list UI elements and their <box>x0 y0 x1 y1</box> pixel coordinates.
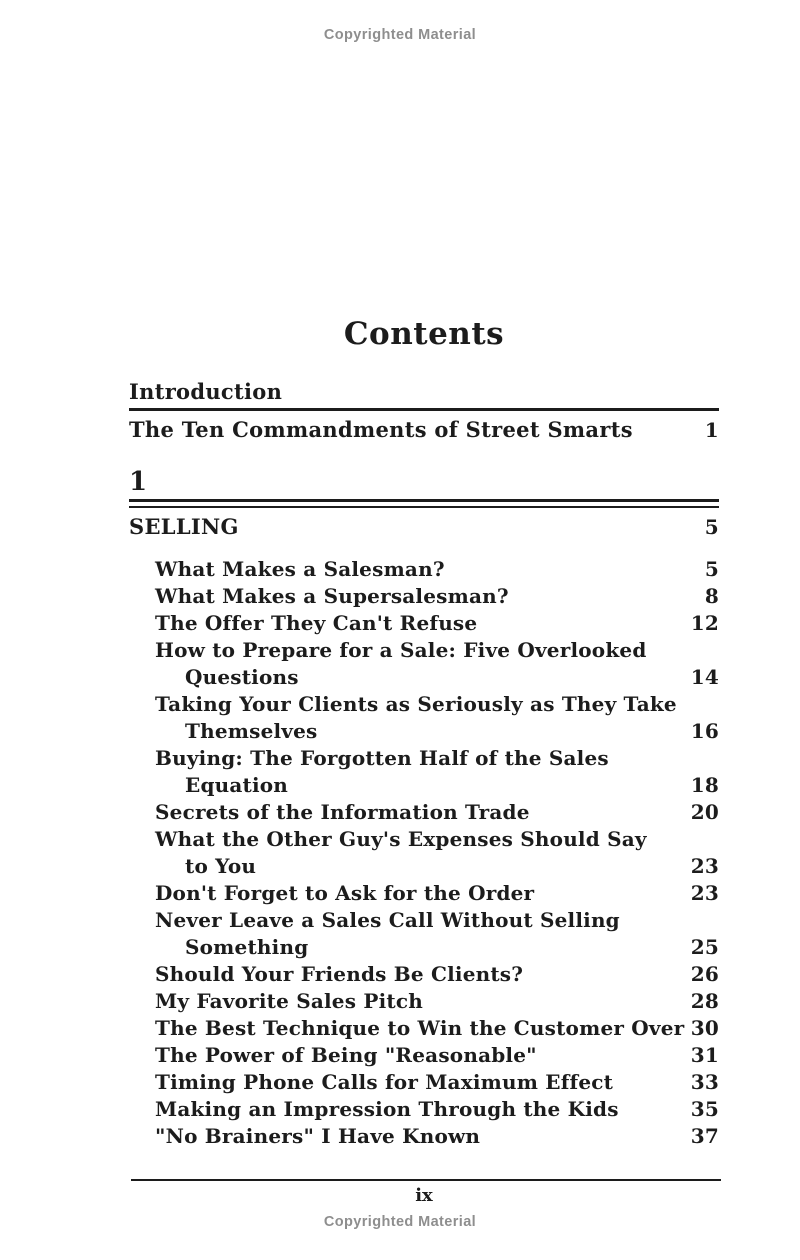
toc-section <box>129 467 719 1150</box>
entry-title: How to Prepare for a Sale: Five Overlooked <box>155 638 647 662</box>
entry-title: Secrets of the Information Trade <box>155 800 530 824</box>
table-of-contents <box>129 378 719 1150</box>
toc-entry-line <box>155 1096 719 1123</box>
toc-entry-line <box>155 826 719 853</box>
entry-title: Themselves <box>185 719 318 743</box>
toc-entry-line <box>155 556 719 583</box>
section-heading: SELLING <box>129 514 239 539</box>
entry-title: Should Your Friends Be Clients? <box>155 962 524 986</box>
toc-entry-line <box>155 1015 719 1042</box>
entry-title: The Best Technique to Win the Customer Over <box>155 1016 685 1040</box>
entry-title: to You <box>185 854 257 878</box>
copyright-watermark-bottom: Copyrighted Material <box>323 1214 477 1230</box>
entry-page-number: 23 <box>690 854 719 878</box>
entry-title: Taking Your Clients as Seriously as They Take <box>155 692 677 716</box>
entry-title: Equation <box>185 773 289 797</box>
entry-title: The Power of Being "Reasonable" <box>155 1043 537 1067</box>
entry-page-number: 30 <box>690 1016 719 1040</box>
entry-title: Don't Forget to Ask for the Order <box>155 881 535 905</box>
entry-title: What the Other Guy's Expenses Should Say <box>155 827 647 851</box>
toc-entry-line <box>155 1069 719 1096</box>
toc-entry-line <box>155 1123 719 1150</box>
entry-page-number: 5 <box>704 557 719 581</box>
toc-entry-line <box>155 772 719 799</box>
footer-rule <box>131 1179 721 1181</box>
entry-title: "No Brainers" I Have Known <box>155 1124 481 1148</box>
entry-page-number: 33 <box>690 1070 719 1094</box>
entry-page-number: 23 <box>690 881 719 905</box>
entry-title: What Makes a Salesman? <box>155 557 445 581</box>
toc-entry-line <box>155 853 719 880</box>
double-rule <box>129 499 719 508</box>
entry-page-number: 8 <box>704 584 719 608</box>
entry-page-number: 35 <box>690 1097 719 1121</box>
section-label: Introduction <box>129 379 283 404</box>
toc-section <box>129 378 719 443</box>
section-heading: The Ten Commandments of Street Smarts <box>129 417 633 442</box>
entry-title: The Offer They Can't Refuse <box>155 611 478 635</box>
entry-page-number: 25 <box>690 935 719 959</box>
entry-title: My Favorite Sales Pitch <box>155 989 423 1013</box>
toc-entry-line <box>155 988 719 1015</box>
entry-title: Never Leave a Sales Call Without Selling <box>155 908 620 932</box>
toc-entry-line <box>155 1042 719 1069</box>
section-heading-row <box>129 411 719 443</box>
entry-page-number: 20 <box>690 800 719 824</box>
toc-entry-line <box>155 664 719 691</box>
entry-page-number: 16 <box>690 719 719 743</box>
toc-entry-line <box>155 745 719 772</box>
toc-entry-line <box>155 691 719 718</box>
entry-title: Timing Phone Calls for Maximum Effect <box>155 1070 614 1094</box>
page-number: ix <box>415 1185 433 1206</box>
entry-page-number: 14 <box>690 665 719 689</box>
entry-page-number: 28 <box>690 989 719 1013</box>
entry-title: Buying: The Forgotten Half of the Sales <box>155 746 609 770</box>
section-heading-page-number: 1 <box>704 418 719 442</box>
entry-page-number: 37 <box>690 1124 719 1148</box>
section-heading-row <box>129 508 719 540</box>
toc-entry-line <box>155 934 719 961</box>
entry-title: What Makes a Supersalesman? <box>155 584 509 608</box>
entry-title: Questions <box>185 665 299 689</box>
toc-entry-line <box>155 961 719 988</box>
toc-entry-line <box>155 637 719 664</box>
entry-page-number: 26 <box>690 962 719 986</box>
toc-entry-line <box>155 880 719 907</box>
copyright-watermark-top: Copyrighted Material <box>323 27 477 43</box>
toc-entry-line <box>155 583 719 610</box>
section-heading-page-number: 5 <box>704 515 719 539</box>
toc-entry-line <box>155 610 719 637</box>
toc-entry-line <box>155 907 719 934</box>
entry-title: Something <box>185 935 309 959</box>
section-label: 1 <box>129 467 148 497</box>
entry-title: Making an Impression Through the Kids <box>155 1097 619 1121</box>
entry-page-number: 31 <box>690 1043 719 1067</box>
toc-entry-line <box>155 799 719 826</box>
entry-page-number: 18 <box>690 773 719 797</box>
entry-list <box>155 556 719 1150</box>
entry-page-number: 12 <box>690 611 719 635</box>
page-title: Contents <box>343 316 505 352</box>
toc-entry-line <box>155 718 719 745</box>
